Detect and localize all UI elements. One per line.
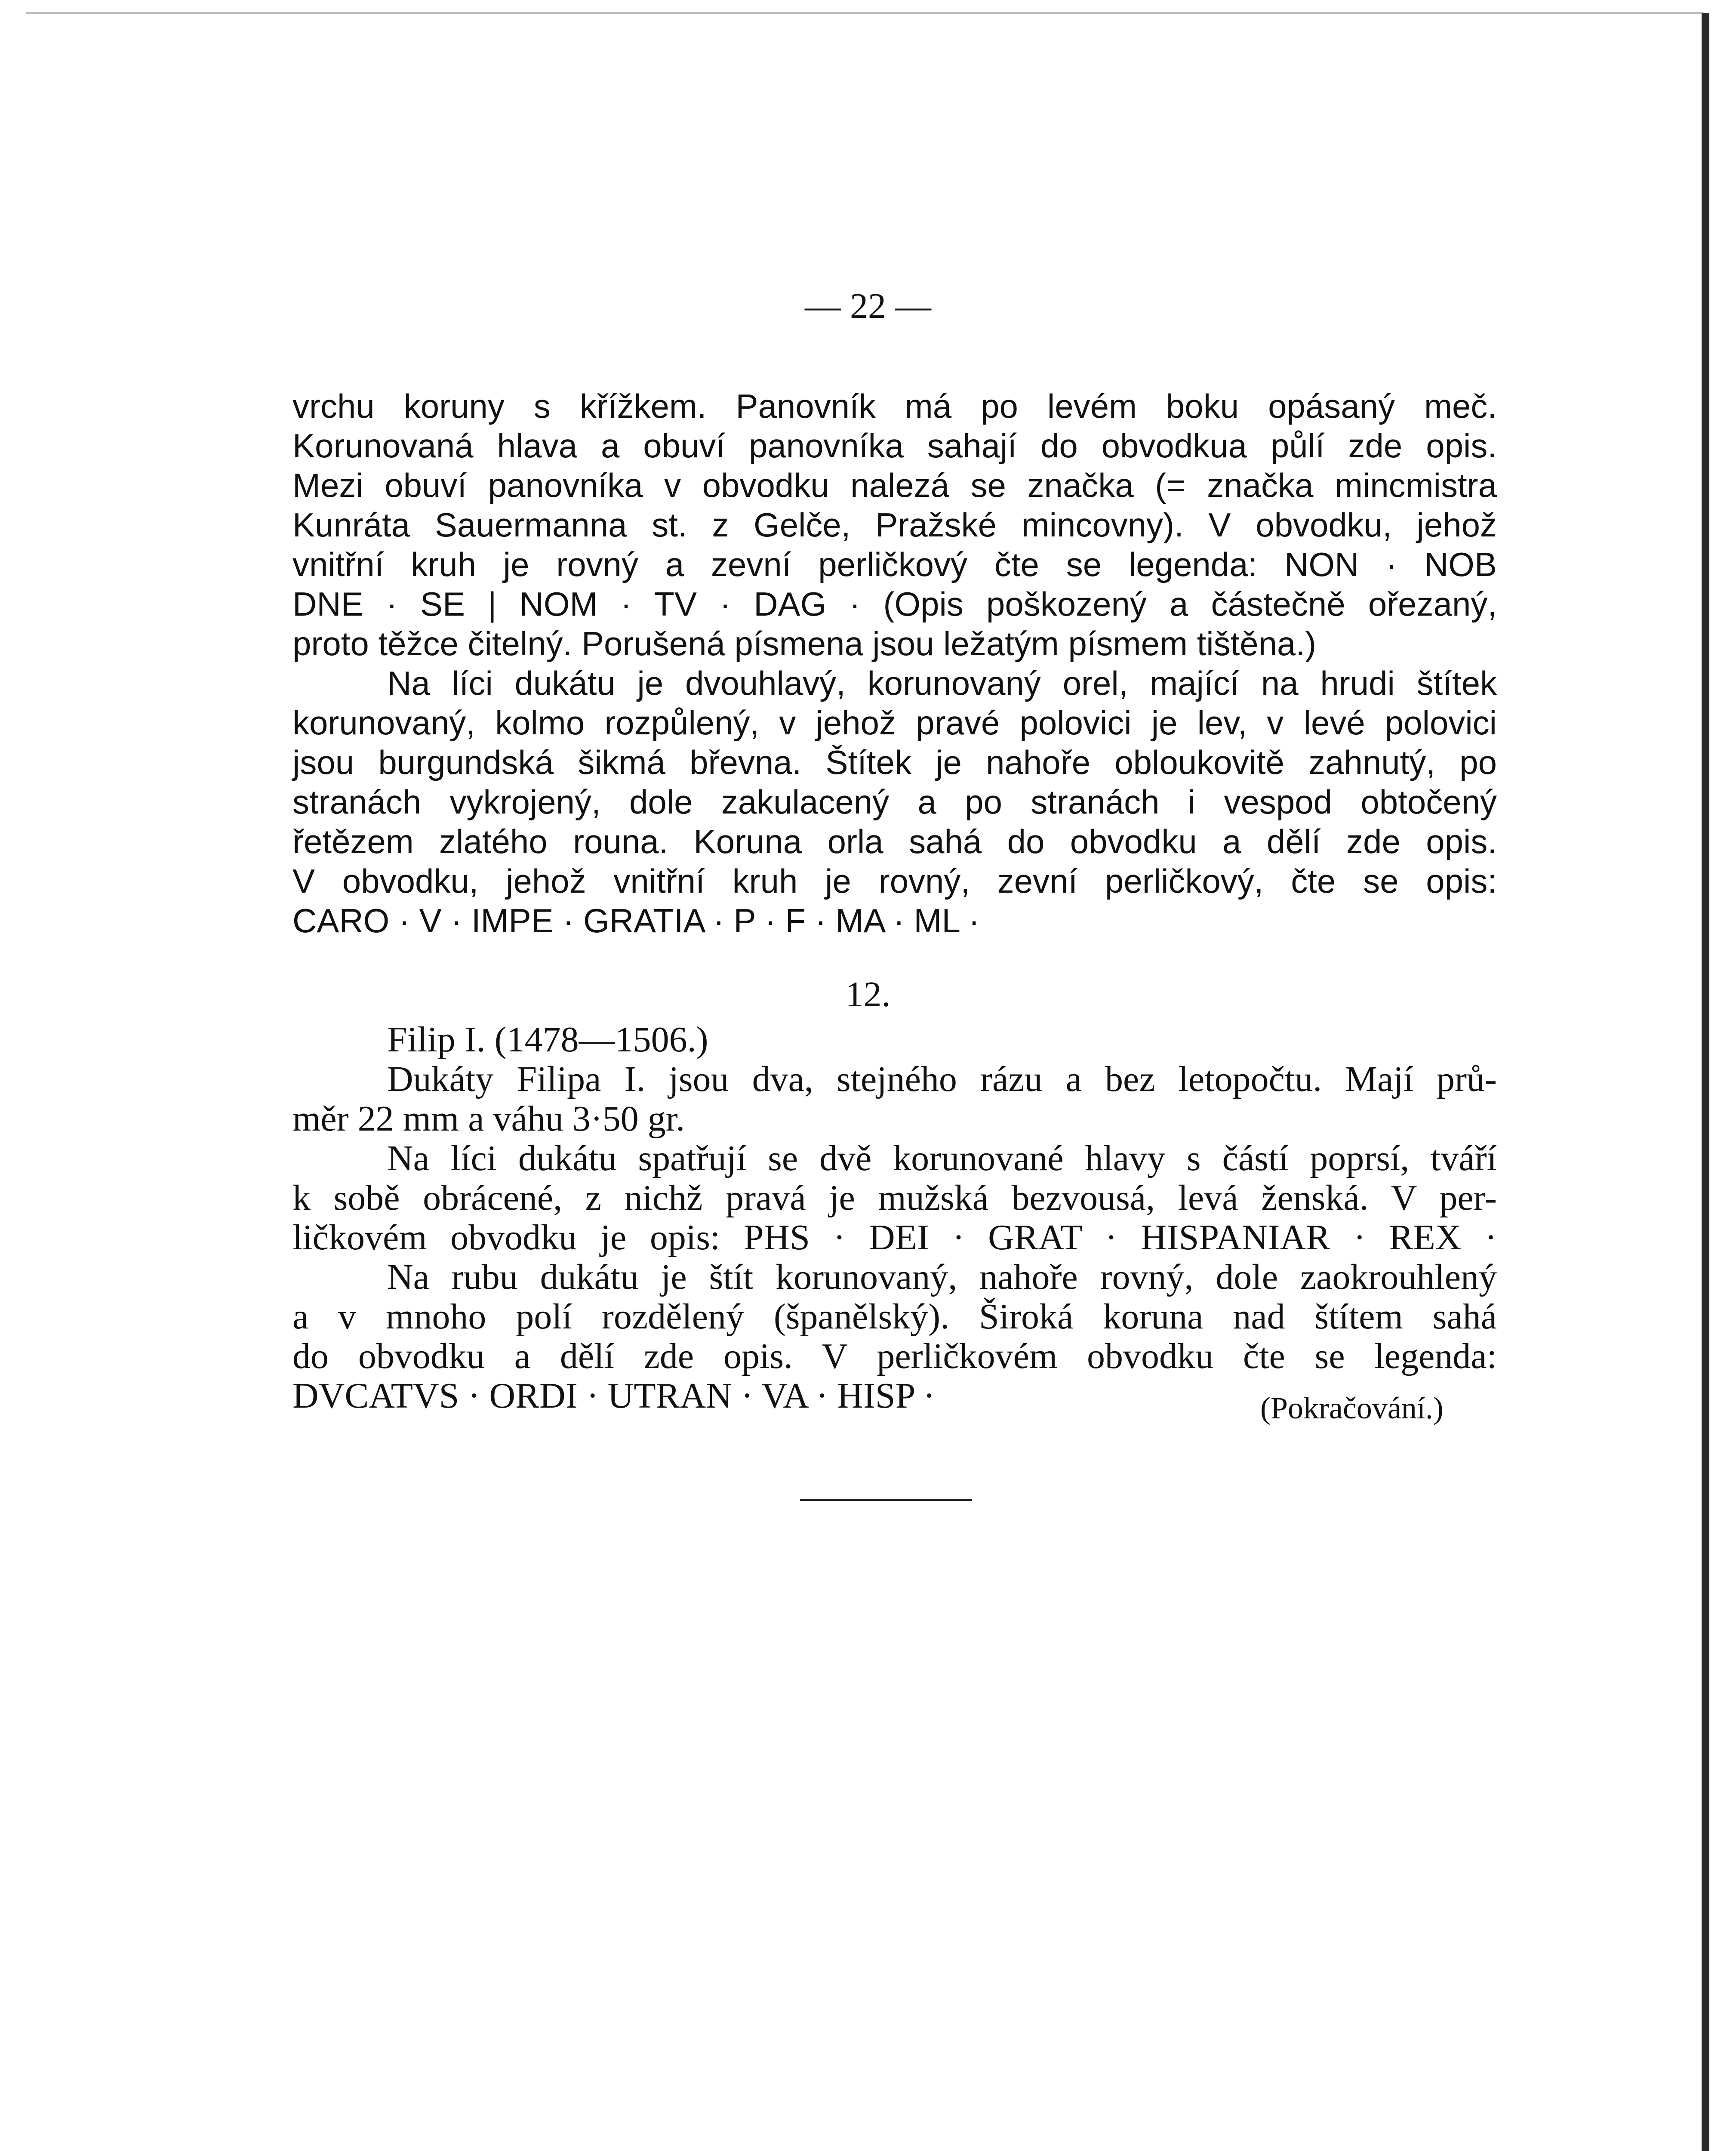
text-line: V obvodku, jehož vnitřní kruh je rovný, zevní perličkový, čte se opis: [292,862,1497,900]
text-line: Korunovaná hlava a obuví panovníka sahají do obvodkua půlí zde opis. [292,427,1497,465]
text-line: Na líci dukátu je dvouhlavý, korunovaný orel, mající na hrudi štítek [387,664,1497,702]
text-line: ličkovém obvodku je opis: PHS · DEI · GRAT · HISPANIAR · REX · [292,1217,1497,1257]
text-line: do obvodku a dělí zde opis. V perličkovém obvodku čte se legenda: [292,1336,1497,1376]
text-line: měr 22 mm a váhu 3·50 gr. [292,1099,685,1139]
text-line: a v mnoho polí rozdělený (španělský). Široká koruna nad štítem sahá [292,1297,1497,1337]
text-line: Kunráta Sauermanna st. z Gelče, Pražské mincovny). V obvodku, jehož [292,506,1497,544]
text-line: Na rubu dukátu je štít korunovaný, nahoře rovný, dole zaokrouhlený [387,1257,1497,1297]
text-line: CARO · V · IMPE · GRATIA · P · F · MA · ML · [292,902,980,940]
separator-rule [800,1499,972,1501]
text-line: vrchu koruny s křížkem. Panovník má po levém boku opásaný meč. [292,387,1497,425]
continued-note: (Pokračování.) [1260,1391,1444,1425]
text-line: jsou burgundská šikmá břevna. Štítek je nahoře obloukovitě zahnutý, po [292,743,1497,781]
section-number: 12. [845,974,891,1014]
page-edge-top [26,12,1703,14]
text-line: Mezi obuví panovníka v obvodku nalezá se značka (= značka mincmistra [292,466,1497,504]
text-line: DNE · SE | NOM · TV · DAG · (Opis poškozený a částečně ořezaný, [292,585,1497,623]
text-line: korunovaný, kolmo rozpůlený, v jehož pravé polovici je lev, v levé polovici [292,704,1497,742]
text-line: DVCATVS · ORDI · UTRAN · VA · HISP · [292,1376,936,1416]
text-line: proto těžce čitelný. Porušená písmena jsou ležatým písmem tištěna.) [292,625,1317,663]
text-line: Na líci dukátu spatřují se dvě korunované hlavy s částí poprsí, tváří [387,1138,1497,1178]
page-edge-right [1702,13,1709,2151]
page-number: — 22 — [805,286,931,326]
text-line: k sobě obrácené, z nichž pravá je mužská bezvousá, levá ženská. V per- [292,1178,1497,1218]
text-line: vnitřní kruh je rovný a zevní perličkový čte se legenda: NON · NOB [292,545,1497,583]
text-line: řetězem zlatého rouna. Koruna orla sahá do obvodku a dělí zde opis. [292,823,1497,860]
text-line: Dukáty Filipa I. jsou dva, stejného rázu a bez letopočtu. Mají prů- [387,1059,1497,1099]
text-line: Filip I. (1478—1506.) [387,1020,708,1060]
text-line: stranách vykrojený, dole zakulacený a po stranách i vespod obtočený [292,783,1497,821]
